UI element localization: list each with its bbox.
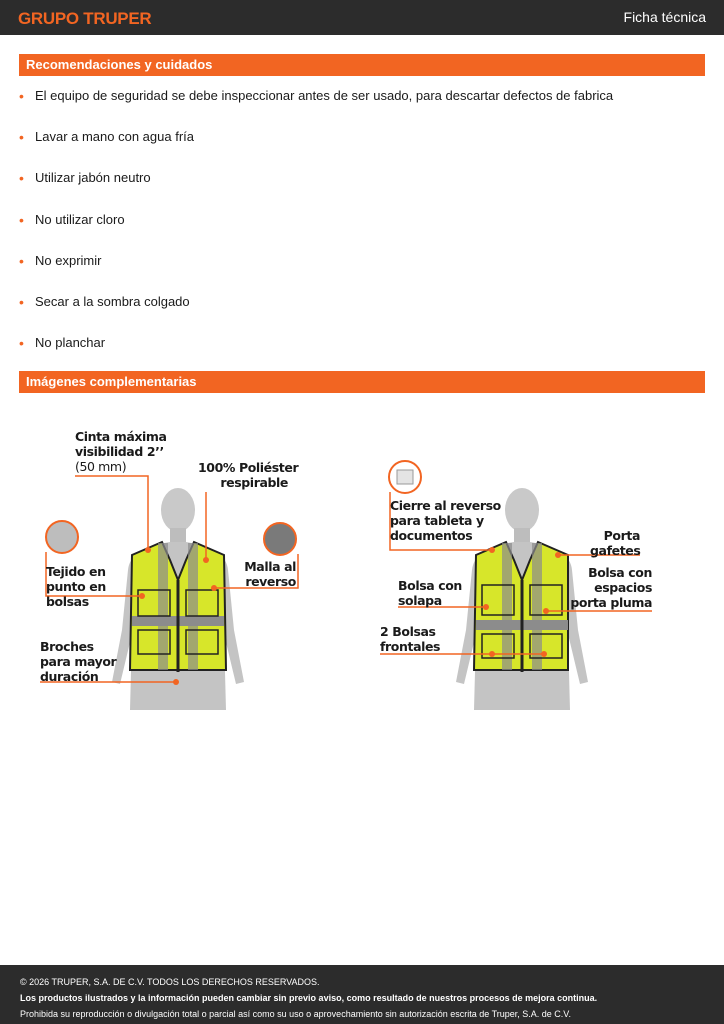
recommendations-list <box>19 86 613 374</box>
footer-copyright: © 2026 TRUPER, S.A. DE C.V. TODOS LOS DERECHOS RESERVADOS. <box>20 977 320 987</box>
vest-front-figure <box>30 420 310 715</box>
callout-bolsas-frontales: 2 Bolsas frontales <box>380 624 441 654</box>
list-item: • No planchar <box>19 333 613 374</box>
page-footer <box>0 965 724 1024</box>
callout-bolsa-pluma: Bolsa con espacios porta pluma <box>570 565 652 610</box>
document-type-label: Ficha técnica <box>623 9 706 25</box>
list-item: • Utilizar jabón neutro <box>19 168 613 209</box>
truper-logo: GRUPO TRUPER <box>18 9 152 28</box>
callout-broches: Broches para mayor duración <box>40 639 117 684</box>
callout-cinta: Cinta máxima visibilidad 2’’ (50 mm) <box>75 429 167 474</box>
footer-notice: Los productos ilustrados y la información pueden cambiar sin previo aviso, como resultado de nuestros procesos de mejora continua. <box>20 993 598 1003</box>
list-item: • Secar a la sombra colgado <box>19 292 613 333</box>
list-item: • Lavar a mano con agua fría <box>19 127 613 168</box>
callout-tejido: Tejido en punto en bolsas <box>46 564 106 609</box>
list-item: • No utilizar cloro <box>19 210 613 251</box>
callout-malla: Malla al reverso <box>244 559 296 589</box>
callout-poliester: 100% Poliéster respirable <box>198 460 299 490</box>
list-item: • No exprimir <box>19 251 613 292</box>
footer-prohibition: Prohibida su reproducción o divulgación total o parcial así como su uso o aprovechamiento sin autorización escrita de Truper, S.A. de C.V. <box>20 1009 571 1019</box>
list-item: • El equipo de seguridad se debe inspeccionar antes de ser usado, para descartar defectos de fabrica <box>19 86 613 127</box>
top-header-bar <box>0 0 724 35</box>
vest-features-figure <box>370 420 670 715</box>
callout-cierre: Cierre al reverso para tableta y documentos <box>390 498 501 543</box>
section-title-recommendations: Recomendaciones y cuidados <box>19 54 705 76</box>
section-title-images: Imágenes complementarias <box>19 371 705 393</box>
callout-porta-gafetes: Porta gafetes <box>590 528 641 558</box>
callout-bolsa-solapa: Bolsa con solapa <box>398 578 462 608</box>
